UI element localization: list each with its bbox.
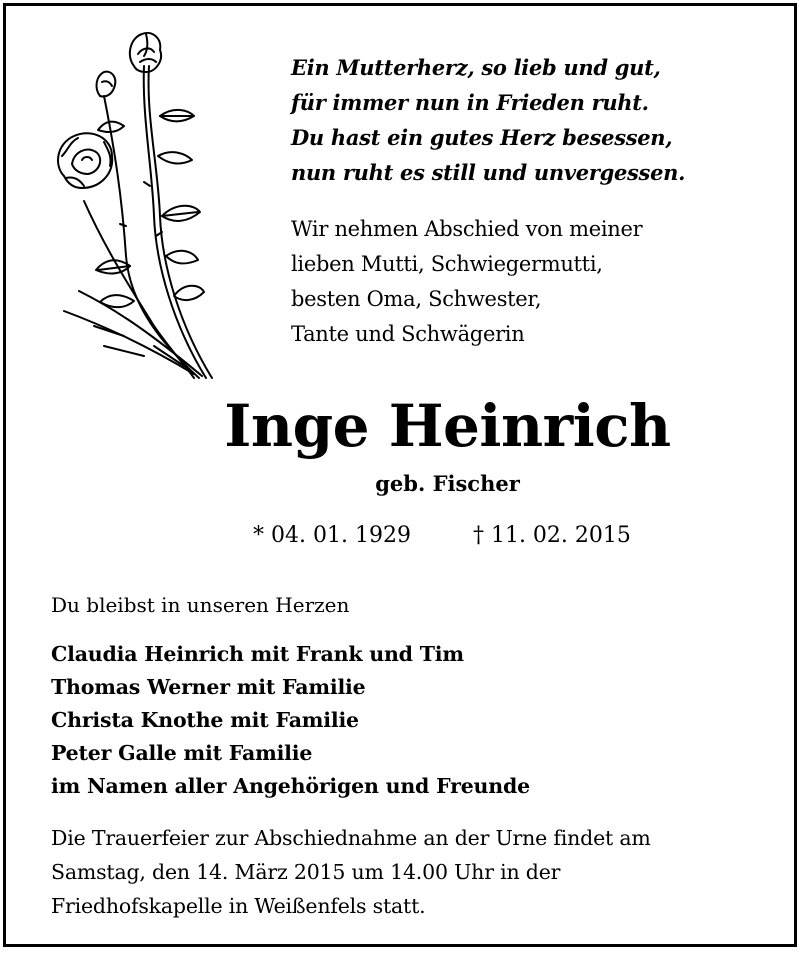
mourners-list [51,638,530,803]
farewell-intro [291,212,781,352]
service-line: Die Trauerfeier zur Abschiednahme an der Urne findet am [51,826,651,850]
roses-illustration-icon [34,26,224,386]
intro-line: lieben Mutti, Schwiegermutti, [291,252,603,276]
poem [291,50,781,190]
deceased-name: Inge Heinrich [224,392,671,460]
farewell-line: Du bleibst in unseren Herzen [51,593,350,617]
mourner: im Namen aller Angehörigen und Freunde [51,774,530,798]
mourner: Thomas Werner mit Familie [51,675,366,699]
maiden-name: geb. Fischer [375,471,520,496]
funeral-service-info [51,821,786,923]
intro-line: Tante und Schwägerin [291,322,525,346]
intro-line: besten Oma, Schwester, [291,287,542,311]
service-line: Samstag, den 14. März 2015 um 14.00 Uhr in der [51,860,561,884]
poem-line: nun ruht es still und unvergessen. [291,160,686,185]
poem-line: für immer nun in Frieden ruht. [291,90,649,115]
intro-line: Wir nehmen Abschied von meiner [291,217,643,241]
birth-date: * 04. 01. 1929 [253,523,411,548]
life-dates [253,518,631,554]
service-line: Friedhofskapelle in Weißenfels statt. [51,894,426,918]
poem-line: Ein Mutterherz, so lieb und gut, [291,55,661,80]
poem-line: Du hast ein gutes Herz besessen, [291,125,673,150]
death-date: † 11. 02. 2015 [472,523,631,548]
obituary-frame [3,3,797,947]
mourner: Claudia Heinrich mit Frank und Tim [51,642,464,666]
mourner: Christa Knothe mit Familie [51,708,359,732]
mourner: Peter Galle mit Familie [51,741,313,765]
